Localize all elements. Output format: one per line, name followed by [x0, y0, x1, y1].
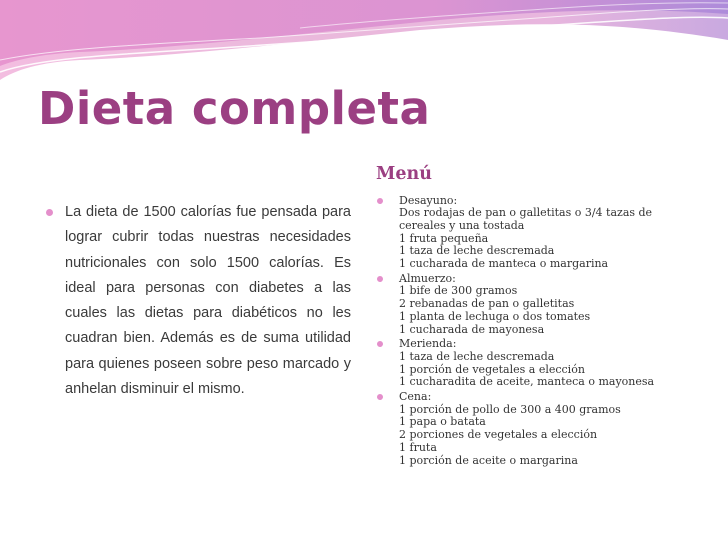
menu-item: 1 cucharada de manteca o margarina [399, 257, 609, 271]
menu-section-title: Almuerzo: [399, 271, 456, 285]
menu-item: 1 taza de leche descremada [399, 349, 555, 363]
bullet-icon [377, 394, 383, 400]
menu-block [376, 166, 721, 469]
menu-section-title: Desayuno: [399, 193, 458, 207]
body-text-block [45, 200, 351, 402]
menu-item: 2 porciones de vegetales a elección [399, 428, 598, 442]
menu-item: 1 bife de 300 gramos [399, 284, 518, 298]
menu-item: cereales y una tostada [399, 218, 525, 232]
menu-item: 1 cucharadita de aceite, manteca o mayonesa [399, 375, 655, 389]
menu-section-title: Merienda: [399, 337, 457, 351]
bullet-icon [46, 209, 53, 216]
menu-section [376, 195, 721, 271]
decorative-banner [0, 0, 728, 82]
menu-heading: Menú [376, 164, 432, 184]
menu-item: 1 porción de aceite o margarina [399, 453, 578, 467]
menu-item: 1 cucharada de mayonesa [399, 322, 545, 336]
menu-section [376, 338, 721, 389]
bullet-icon [377, 276, 383, 282]
menu-item: 1 taza de leche descremada [399, 244, 555, 258]
menu-item: 1 porción de vegetales a elección [399, 362, 585, 376]
slide-title: Dieta completa [38, 82, 431, 135]
menu-sections [376, 195, 721, 468]
menu-item: Dos rodajas de pan o galletitas o 3/4 tazas de [399, 206, 653, 220]
menu-item: 1 papa o batata [399, 415, 486, 429]
menu-section [376, 391, 721, 467]
body-paragraph [45, 200, 351, 402]
menu-section-title: Cena: [399, 390, 432, 404]
menu-section [376, 273, 721, 337]
body-text: La dieta de 1500 calorías fue pensada para lograr cubrir todas nuestras necesidades nutricionales con solo 1500 calorías. Es ideal para personas con diabetes a las cuales las dietas para diabéticos no les cuadran bien. Además es de suma utilidad para quienes poseen sobre peso marcado y anhelan disminuir el mismo. [65, 204, 351, 398]
menu-item: 1 planta de lechuga o dos tomates [399, 309, 591, 323]
bullet-icon [377, 341, 383, 347]
menu-item: 1 fruta [399, 440, 437, 454]
menu-item: 2 rebanadas de pan o galletitas [399, 297, 575, 311]
bullet-icon [377, 198, 383, 204]
menu-item: 1 porción de pollo de 300 a 400 gramos [399, 402, 621, 416]
menu-item: 1 fruta pequeña [399, 231, 489, 245]
